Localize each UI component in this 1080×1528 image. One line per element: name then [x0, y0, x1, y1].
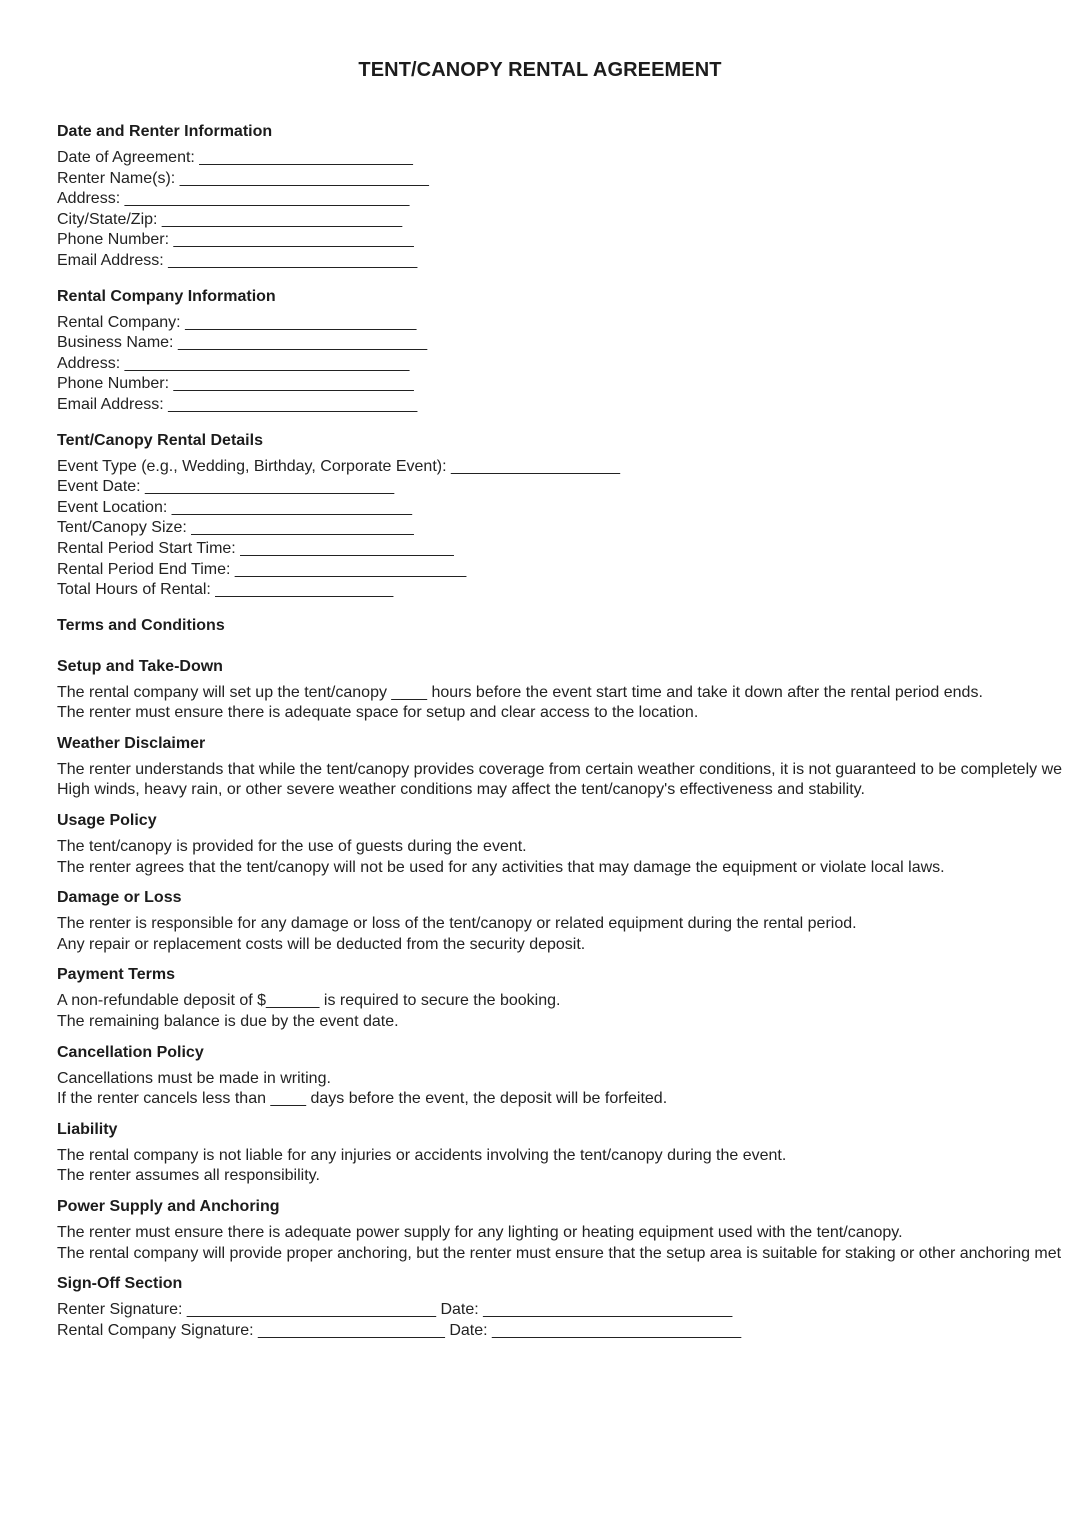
renter-signature-line: Renter Signature: ____________________________ Date: ____________________________ — [57, 1301, 733, 1319]
paragraph-line: The renter agrees that the tent/canopy will not be used for any activities that may damage the equipment or violate local laws. — [57, 858, 945, 876]
paragraph-line: The remaining balance is due by the event date. — [57, 1013, 399, 1031]
terms-section-damage — [57, 888, 1080, 955]
paragraph-line: The renter understands that while the tent/canopy provides coverage from certain weather conditions, it is not guaranteed to be completely we — [57, 760, 1063, 778]
section-heading: Payment Terms — [57, 966, 175, 984]
section-heading: Setup and Take-Down — [57, 657, 223, 675]
company-signature-line: Rental Company Signature: _____________________ Date: ____________________________ — [57, 1321, 742, 1339]
paragraph-line: The renter is responsible for any damage or loss of the tent/canopy or related equipment during the rental period. — [57, 915, 857, 933]
terms-section-liability — [57, 1120, 1080, 1187]
terms-section-cancellation — [57, 1043, 1080, 1110]
terms-section-usage — [57, 811, 1080, 878]
terms-section-power — [57, 1197, 1080, 1264]
document-body — [57, 122, 1080, 1341]
renter-name-field: Renter Name(s): ____________________________ — [57, 169, 429, 187]
paragraph-line: If the renter cancels less than ____ days before the event, the deposit will be forfeited. — [57, 1090, 668, 1108]
company-address-field: Address: ________________________________ — [57, 354, 410, 372]
document-title: TENT/CANOPY RENTAL AGREEMENT — [358, 59, 722, 81]
company-info-section — [57, 287, 1080, 416]
section-heading: Power Supply and Anchoring — [57, 1198, 280, 1215]
event-location-field: Event Location: ___________________________ — [57, 498, 412, 516]
rental-details-section — [57, 431, 1080, 601]
terms-section-setup — [57, 657, 1080, 724]
renter-phone-field: Phone Number: ___________________________ — [57, 231, 414, 249]
paragraph-line: The renter assumes all responsibility. — [57, 1167, 320, 1185]
section-heading: Date and Renter Information — [57, 123, 273, 140]
renter-email-field: Email Address: ____________________________ — [57, 251, 418, 269]
paragraph-line: High winds, heavy rain, or other severe weather conditions may affect the tent/canopy's effectiveness and stability. — [57, 781, 865, 799]
paragraph-line: A non-refundable deposit of $______ is required to secure the booking. — [57, 992, 561, 1010]
total-hours-field: Total Hours of Rental: ____________________ — [57, 581, 394, 599]
rental-start-time-field: Rental Period Start Time: ________________________ — [57, 539, 454, 557]
section-heading: Cancellation Policy — [57, 1043, 204, 1061]
section-heading: Liability — [57, 1120, 118, 1138]
date-of-agreement-field: Date of Agreement: ________________________ — [57, 149, 413, 166]
paragraph-line: The renter must ensure there is adequate power supply for any lighting or heating equipment used with the tent/canopy. — [57, 1224, 903, 1241]
company-phone-field: Phone Number: ___________________________ — [57, 375, 414, 393]
event-type-field: Event Type (e.g., Wedding, Birthday, Corporate Event): ___________________ — [57, 457, 621, 475]
section-heading: Usage Policy — [57, 812, 157, 830]
rental-company-field: Rental Company: __________________________ — [57, 313, 417, 331]
terms-section-payment — [57, 965, 1080, 1032]
section-heading: Weather Disclaimer — [57, 734, 206, 752]
sign-off-section — [57, 1274, 1080, 1341]
business-name-field: Business Name: ____________________________ — [57, 334, 428, 352]
paragraph-line: Any repair or replacement costs will be deducted from the security deposit. — [57, 935, 586, 953]
tent-size-field: Tent/Canopy Size: _________________________ — [57, 519, 414, 537]
paragraph-line: Cancellations must be made in writing. — [57, 1069, 331, 1087]
event-date-field: Event Date: ____________________________ — [57, 478, 395, 496]
paragraph-line: The renter must ensure there is adequate space for setup and clear access to the location. — [57, 704, 699, 722]
section-heading: Sign-Off Section — [57, 1275, 183, 1293]
company-email-field: Email Address: ____________________________ — [57, 395, 418, 413]
section-heading: Damage or Loss — [57, 889, 182, 907]
renter-info-section — [57, 122, 1080, 272]
terms-heading: Terms and Conditions — [57, 616, 225, 634]
renter-address-field: Address: ________________________________ — [57, 190, 410, 208]
terms-section-weather — [57, 734, 1080, 801]
section-heading: Tent/Canopy Rental Details — [57, 431, 263, 449]
section-heading: Rental Company Information — [57, 287, 276, 305]
renter-city-state-zip-field: City/State/Zip: ___________________________ — [57, 210, 403, 228]
paragraph-line: The rental company will set up the tent/canopy ____ hours before the event start time and take it down after the rental period ends. — [57, 683, 983, 701]
paragraph-line: The rental company is not liable for any injuries or accidents involving the tent/canopy during the event. — [57, 1146, 787, 1164]
rental-end-time-field: Rental Period End Time: __________________________ — [57, 560, 467, 578]
paragraph-line: The tent/canopy is provided for the use of guests during the event. — [57, 838, 527, 856]
paragraph-line: The rental company will provide proper anchoring, but the renter must ensure that the setup area is suitable for staking or other anchoring met — [57, 1244, 1062, 1262]
